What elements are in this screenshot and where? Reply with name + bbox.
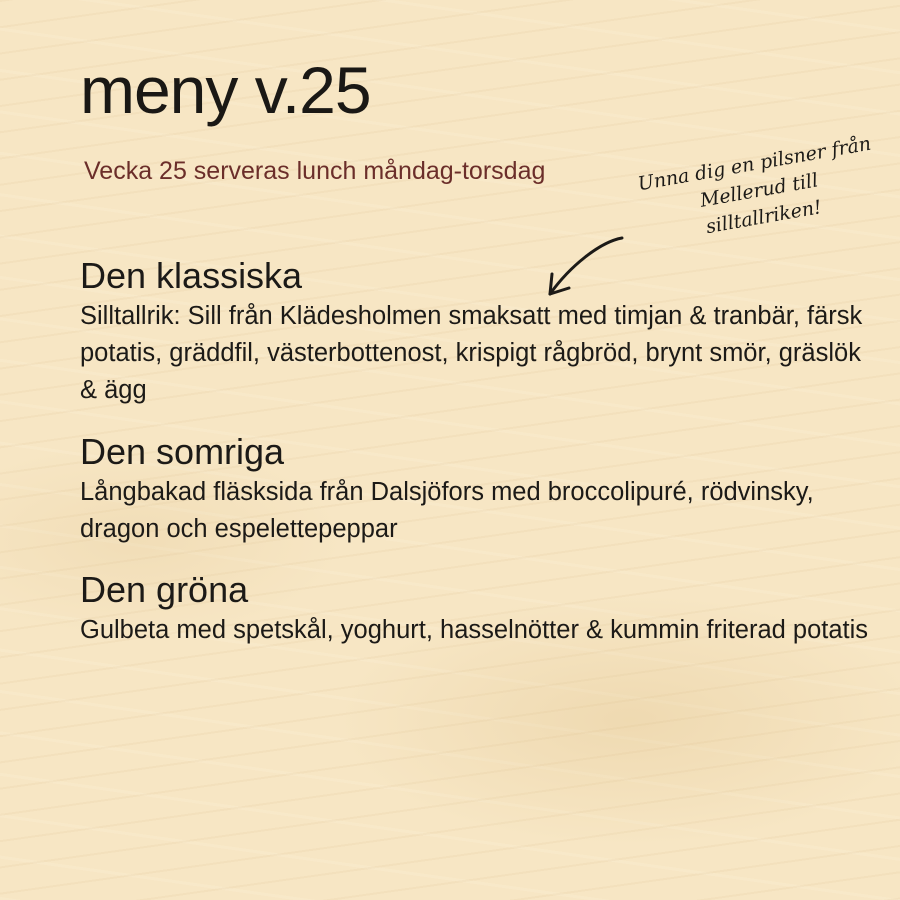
menu-subtitle: Vecka 25 serveras lunch måndag-torsdag xyxy=(84,157,546,185)
menu-title: meny v.25 xyxy=(80,53,371,127)
dish-name: Den somriga xyxy=(80,431,285,472)
dish-name: Den klassiska xyxy=(80,255,303,296)
dish-name: Den gröna xyxy=(80,569,249,610)
handwritten-note: Unna dig en pilsner från Mellerud till silltallriken! xyxy=(636,132,873,239)
dish-classic xyxy=(80,256,870,409)
dish-green xyxy=(80,570,870,649)
dish-description: Gulbeta med spetskål, yoghurt, hasselnötter & kummin friterad potatis xyxy=(80,616,869,644)
dish-summer xyxy=(80,432,870,548)
dish-description: Långbakad fläsksida från Dalsjöfors med broccolipuré, rödvinsky, dragon och espelettepeppar xyxy=(80,478,814,543)
dish-description: Silltallrik: Sill från Klädesholmen smaksatt med timjan & tranbär, färsk potatis, gräddfil, västerbottenost, krispigt rågbröd, brynt smör, gräslök & ägg xyxy=(80,302,863,404)
